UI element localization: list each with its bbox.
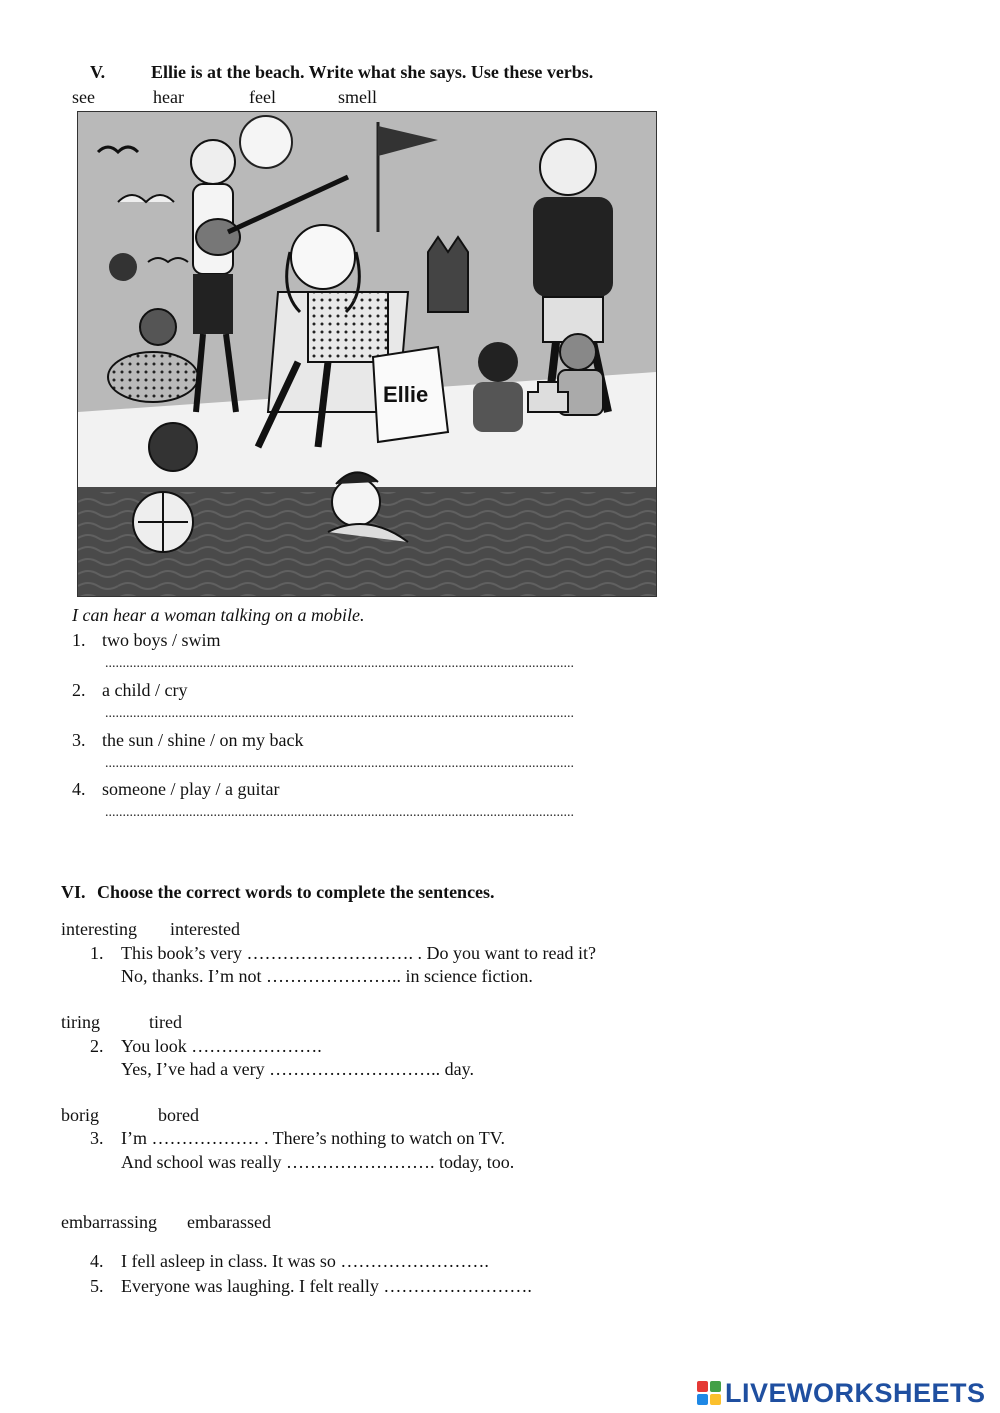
word-option-tiring: tiring <box>61 1012 100 1032</box>
q3-line-1[interactable]: I’m ……………… . There’s nothing to watch on TV. <box>121 1128 505 1148</box>
item-3-answer-line[interactable]: ...................................................................................................................................... <box>105 756 574 771</box>
q3-number: 3. <box>90 1128 104 1148</box>
logo-square-green <box>710 1381 721 1392</box>
q5-line[interactable]: Everyone was laughing. I felt really ……………………. <box>121 1276 532 1296</box>
word-option-borig: borig <box>61 1105 99 1125</box>
liveworksheets-logo <box>697 1378 986 1408</box>
verb-feel: feel <box>249 87 276 107</box>
item-1-answer-line[interactable]: ...................................................................................................................................... <box>105 656 574 671</box>
logo-square-red <box>697 1381 708 1392</box>
verb-smell: smell <box>338 87 377 107</box>
q3-line-2[interactable]: And school was really ……………………. today, too. <box>121 1152 515 1172</box>
section-5-title: Ellie is at the beach. Write what she says. Use these verbs. <box>151 62 594 82</box>
section-6-number: VI. <box>61 882 86 902</box>
q1-line-1[interactable]: This book’s very ………………………. . Do you want to read it? <box>121 943 596 963</box>
word-option-tired: tired <box>149 1012 182 1032</box>
sun-illustration <box>240 116 292 168</box>
beach-illustration <box>77 111 657 597</box>
q5-number: 5. <box>90 1276 104 1296</box>
example-sentence: I can hear a woman talking on a mobile. <box>72 605 365 625</box>
liveworksheets-logo-text: LIVEWORKSHEETS <box>725 1377 986 1408</box>
word-option-embarrassing: embarrassing <box>61 1212 157 1232</box>
verb-see: see <box>72 87 95 107</box>
item-4-prompt: someone / play / a guitar <box>102 779 280 799</box>
q1-line-2[interactable]: No, thanks. I’m not ………………….. in science fiction. <box>121 966 533 986</box>
ellie-bag <box>373 347 448 442</box>
item-4-number: 4. <box>72 779 86 799</box>
item-4-answer-line[interactable]: ...................................................................................................................................... <box>105 805 574 820</box>
word-option-bored: bored <box>158 1105 199 1125</box>
word-option-embarassed: embarassed <box>187 1212 271 1232</box>
word-option-interested: interested <box>170 919 240 939</box>
q2-number: 2. <box>90 1036 104 1056</box>
q4-number: 4. <box>90 1251 104 1271</box>
item-2-answer-line[interactable]: ...................................................................................................................................... <box>105 706 574 721</box>
q2-line-1[interactable]: You look …………………. <box>121 1036 322 1056</box>
item-2-number: 2. <box>72 680 86 700</box>
item-3-number: 3. <box>72 730 86 750</box>
q4-line[interactable]: I fell asleep in class. It was so ……………………. <box>121 1251 489 1271</box>
section-5-number: V. <box>90 62 106 82</box>
item-1-prompt: two boys / swim <box>102 630 221 650</box>
verb-hear: hear <box>153 87 184 107</box>
logo-square-blue <box>697 1394 708 1405</box>
section-6-title: Choose the correct words to complete the sentences. <box>97 882 495 902</box>
item-1-number: 1. <box>72 630 86 650</box>
logo-square-yellow <box>710 1394 721 1405</box>
item-3-prompt: the sun / shine / on my back <box>102 730 304 750</box>
item-2-prompt: a child / cry <box>102 680 188 700</box>
liveworksheets-logo-icon <box>697 1381 721 1405</box>
q1-number: 1. <box>90 943 104 963</box>
q2-line-2[interactable]: Yes, I’ve had a very ……………………….. day. <box>121 1059 474 1079</box>
bag-label-text: Ellie <box>383 382 429 407</box>
word-option-interesting: interesting <box>61 919 137 939</box>
